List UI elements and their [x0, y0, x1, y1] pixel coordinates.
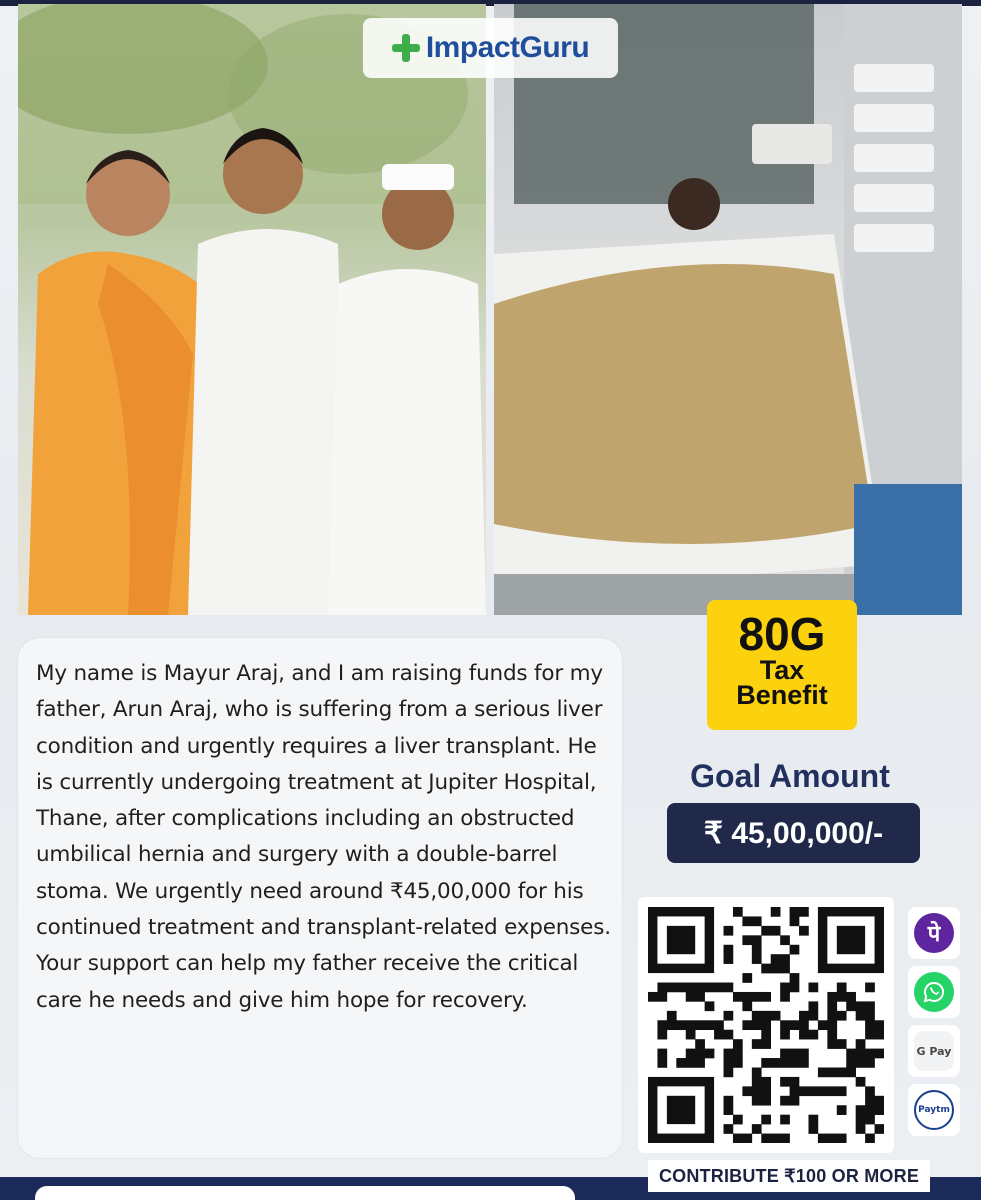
impactguru-logo [363, 18, 618, 78]
goal-amount-value: ₹ 45,00,000/- [667, 803, 920, 863]
contribute-label: CONTRIBUTE ₹100 OR MORE [648, 1160, 930, 1192]
family-photo [18, 4, 486, 615]
payment-qr-code[interactable] [638, 897, 894, 1153]
phonepe-icon[interactable] [908, 907, 960, 959]
bottom-panel [35, 1186, 575, 1200]
gpay-glyph: G Pay [914, 1031, 954, 1071]
story-text: My name is Mayur Araj, and I am raising funds for my father, Arun Araj, who is suffering from a serious liver condition and urgently requires a liver transplant. He is currently undergoing treatment at Jupiter Hospital, Thane, after complications including an obstructed umbilical hernia and surgery with a double-barrel stoma. We urgently need around ₹45,00,000 for his continued treatment and transplant-related expenses. Your support can help my father receive the critical care he needs and give him hope for recovery. [36, 661, 611, 1013]
plus-icon [392, 34, 420, 62]
hospital-photo [494, 4, 962, 615]
tax-benefit-badge [707, 600, 857, 730]
tax-label: Tax [759, 655, 805, 685]
brand-name: ImpactGuru [425, 31, 590, 64]
qr-code-graphic [648, 907, 884, 1143]
paytm-icon[interactable] [908, 1084, 960, 1136]
phonepe-glyph: पे [914, 913, 954, 953]
tax-80g-label: 80G [738, 608, 826, 660]
story-card [18, 638, 622, 1158]
benefit-label: Benefit [736, 680, 828, 710]
paytm-glyph: Paytm [914, 1090, 954, 1130]
goal-amount-label: Goal Amount [690, 758, 890, 794]
whatsapp-icon[interactable] [908, 966, 960, 1018]
gpay-icon[interactable] [908, 1025, 960, 1077]
